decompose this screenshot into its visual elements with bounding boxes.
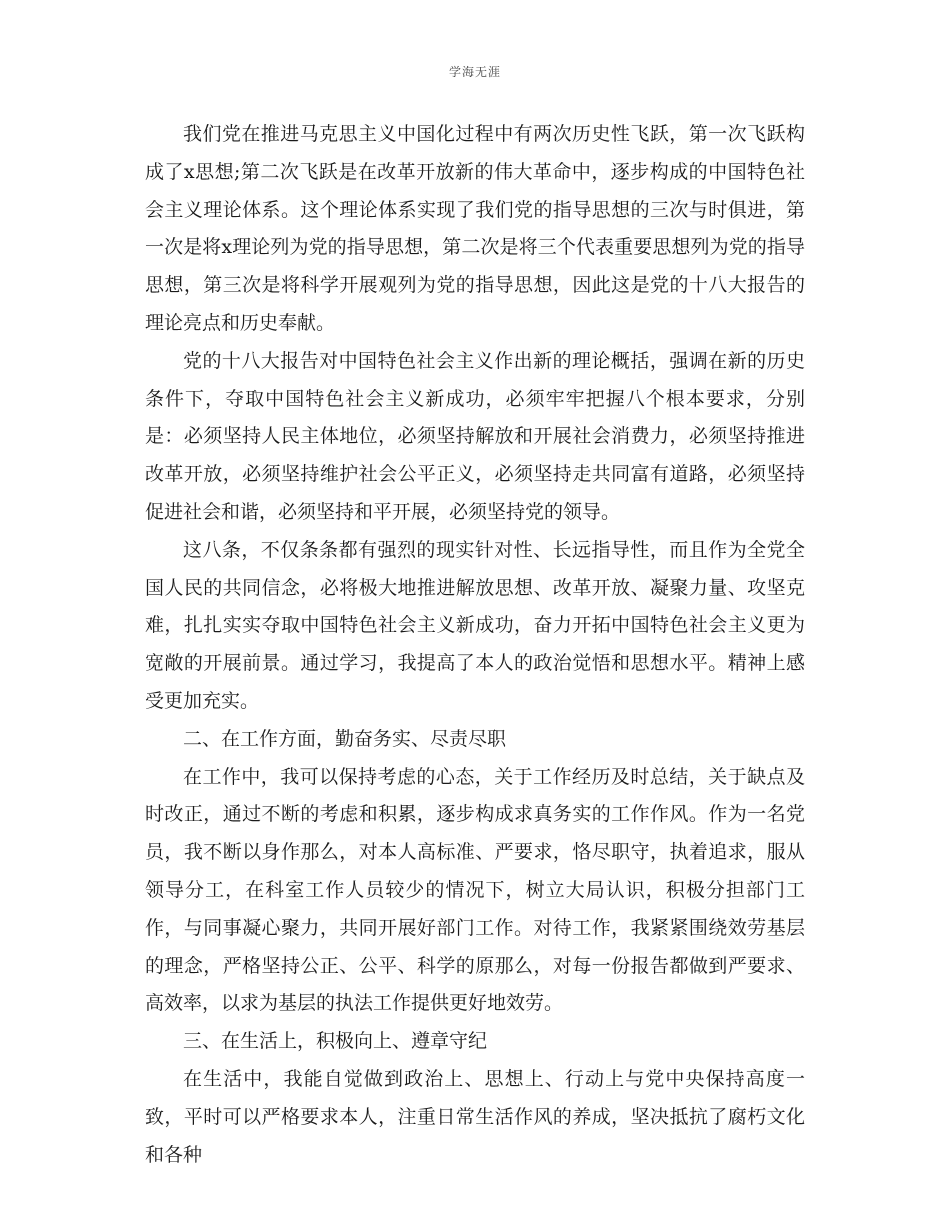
section-heading-work: 二、在工作方面，勤奋务实、尽责尽职 — [183, 727, 507, 750]
page-header: 学海无涯 — [448, 65, 501, 79]
paragraph-work: 在工作中，我可以保持考虑的心态，关于工作经历及时总结，关于缺点及时改正，通过不断的考虑和积累，逐步构成求真务实的工作作风。作为一名党员，我不断以身作那么，对本人高标准、严要求，恪尽职守，执着追求，服从领导分工，在科室工作人员较少的情况下，树立大局认识，积极分担部门工作，与同事凝心聚力，共同开展好部门工作。对待工作，我紧紧围绕效劳基层的理念，严格坚持公正、公平、科学的原那么，对每一份报告都做到严要求、高效率，以求为基层的执法工作提供更好地效劳。 — [145, 765, 805, 1015]
paragraph-life: 在生活中，我能自觉做到政治上、思想上、行动上与党中央保持高度一致，平时可以严格要求本人，注重日常生活作风的养成，坚决抵抗了腐朽文化和各种 — [145, 1067, 805, 1166]
section-heading-life: 三、在生活上，积极向上、遵章守纪 — [183, 1030, 488, 1053]
paragraph-common-belief: 这八条，不仅条条都有强烈的现实针对性、长远指导性，而且作为全党全国人民的共同信念，必将极大地推进解放思想、改革开放、凝聚力量、攻坚克难，扎扎实实夺取中国特色社会主义新成功，奋力开拓中国特色社会主义更为宽敞的开展前景。通过学习，我提高了本人的政治觉悟和思想水平。精神上感受更加充实。 — [145, 538, 805, 712]
paragraph-theory-leaps: 我们党在推进马克思主义中国化过程中有两次历史性飞跃，第一次飞跃构成了x思想;第二次飞跃是在改革开放新的伟大革命中，逐步构成的中国特色社会主义理论体系。这个理论体系实现了我们党的指导思想的三次与时俱进，第一次是将x理论列为党的指导思想，第二次是将三个代表重要思想列为党的指导思想，第三次是将科学开展观列为党的指导思想，因此这是党的十八大报告的理论亮点和历史奉献。 — [145, 123, 805, 334]
paragraph-eight-requirements: 党的十八大报告对中国特色社会主义作出新的理论概括，强调在新的历史条件下，夺取中国特色社会主义新成功，必须牢牢把握八个根本要求，分别是：必须坚持人民主体地位，必须坚持解放和开展社会消费力，必须坚持推进改革开放，必须坚持维护社会公平正义，必须坚持走共同富有道路，必须坚持促进社会和谐，必须坚持和平开展，必须坚持党的领导。 — [145, 349, 805, 523]
document-body — [145, 116, 805, 1174]
